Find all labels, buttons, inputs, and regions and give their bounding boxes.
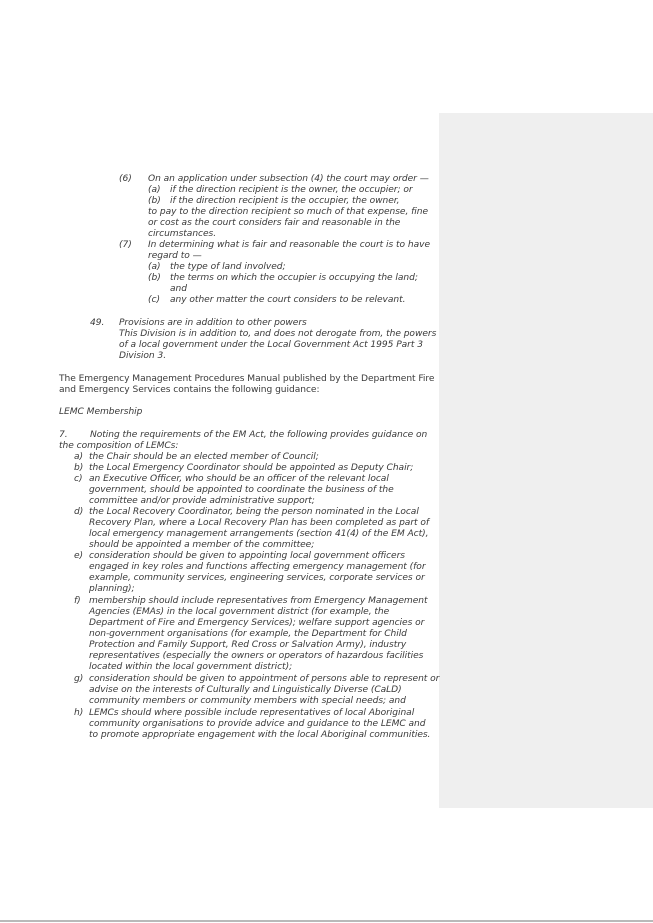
subsection-6-tail: circumstances.: [148, 229, 217, 239]
subsection-7-lead: regard to —: [148, 251, 202, 261]
subsection-6-lead: On an application under subsection (4) the court may order —: [148, 174, 429, 184]
subsection-7-a-label: (a): [148, 262, 161, 272]
subsection-7-number: (7): [119, 240, 132, 250]
list-item-text: the Local Emergency Coordinator should be appointed as Deputy Chair;: [89, 463, 414, 473]
subsection-6-tail: or cost as the court considers fair and reasonable in the: [148, 218, 401, 228]
comment-margin-pane: [439, 113, 653, 808]
list-item-text: representatives (especially the owners or operators of hazardous facilities: [89, 651, 424, 661]
list-item-text: local emergency management arrangements (section 41(4) of the EM Act),: [89, 529, 429, 539]
list-item-text: Department of Fire and Emergency Services); welfare support agencies or: [89, 618, 425, 628]
list-item-text: located within the local government district);: [89, 662, 293, 672]
list-item-text: LEMCs should where possible include representatives of local Aboriginal: [89, 708, 415, 718]
subsection-7-a-text: the type of land involved;: [170, 262, 286, 272]
list-item-text: government, should be appointed to coordinate the business of the: [89, 485, 394, 495]
list-item-text: non-government organisations (for example, the Department for Child: [89, 629, 407, 639]
list-item-text: consideration should be given to appointment of persons able to represent or: [89, 674, 440, 684]
list-item-text: committee and/or provide administrative support;: [89, 496, 315, 506]
lemc-membership-heading: LEMC Membership: [59, 407, 143, 417]
list-item-text: Recovery Plan, where a Local Recovery Plan has been completed as part of: [89, 518, 430, 528]
list-item-text: an Executive Officer, who should be an officer of the relevant local: [89, 474, 389, 484]
intro-paragraph: and Emergency Services contains the following guidance:: [59, 385, 320, 395]
subsection-7-b-label: (b): [148, 273, 161, 283]
list-item-label: e): [74, 551, 84, 561]
list-item-text: the Local Recovery Coordinator, being the person nominated in the Local: [89, 507, 419, 517]
list-item-text: Protection and Family Support, Red Cross or Salvation Army), industry: [89, 640, 407, 650]
list-item-text: engaged in key roles and functions affecting emergency management (for: [89, 562, 426, 572]
subsection-6-tail: to pay to the direction recipient so much of that expense, fine: [148, 207, 429, 217]
section-49-body: of a local government under the Local Government Act 1995 Part 3: [119, 340, 423, 350]
subsection-6-a-label: (a): [148, 185, 161, 195]
subsection-7-b-text: and: [170, 284, 187, 294]
subsection-7-lead: In determining what is fair and reasonable the court is to have: [148, 240, 431, 250]
list-item-text: advise on the interests of Culturally and Linguistically Diverse (CaLD): [89, 685, 402, 695]
list-item-text: to promote appropriate engagement with the local Aboriginal communities.: [89, 730, 431, 740]
subsection-6-b-text: if the direction recipient is the occupier, the owner,: [170, 196, 400, 206]
list-item-text: the Chair should be an elected member of Council;: [89, 452, 319, 462]
intro-paragraph: The Emergency Management Procedures Manual published by the Department Fire: [59, 374, 435, 384]
list-item-text: consideration should be given to appointing local government officers: [89, 551, 405, 561]
list-item-label: d): [74, 507, 84, 517]
section-49-body: This Division is in addition to, and does not derogate from, the powers: [119, 329, 437, 339]
list-item-text: membership should include representatives from Emergency Management: [89, 596, 428, 606]
subsection-6-number: (6): [119, 174, 132, 184]
subsection-7-c-text: any other matter the court considers to be relevant.: [170, 295, 406, 305]
para-7-lead: the composition of LEMCs:: [59, 441, 179, 451]
list-item-text: community members or community members with special needs; and: [89, 696, 406, 706]
section-49-heading: Provisions are in addition to other powers: [119, 318, 307, 328]
section-49-number: 49.: [90, 318, 105, 328]
list-item-label: g): [74, 674, 84, 684]
page-bottom-border: [0, 920, 653, 922]
list-item-label: a): [74, 452, 84, 462]
subsection-6-a-text: if the direction recipient is the owner, the occupier; or: [170, 185, 413, 195]
subsection-6-b-label: (b): [148, 196, 161, 206]
list-item-text: community organisations to provide advice and guidance to the LEMC and: [89, 719, 426, 729]
section-49-body: Division 3.: [119, 351, 167, 361]
list-item-label: h): [74, 708, 84, 718]
list-item-label: b): [74, 463, 84, 473]
list-item-text: should be appointed a member of the committee;: [89, 540, 315, 550]
list-item-label: c): [74, 474, 83, 484]
list-item-label: f): [74, 596, 81, 606]
list-item-text: example, community services, engineering services, corporate services or: [89, 573, 425, 583]
list-item-text: Agencies (EMAs) in the local government district (for example, the: [89, 607, 390, 617]
subsection-7-b-text: the terms on which the occupier is occupying the land;: [170, 273, 418, 283]
subsection-7-c-label: (c): [148, 295, 160, 305]
list-item-text: planning);: [89, 584, 135, 594]
para-7-lead: Noting the requirements of the EM Act, the following provides guidance on: [90, 430, 428, 440]
para-7-number: 7.: [59, 430, 68, 440]
